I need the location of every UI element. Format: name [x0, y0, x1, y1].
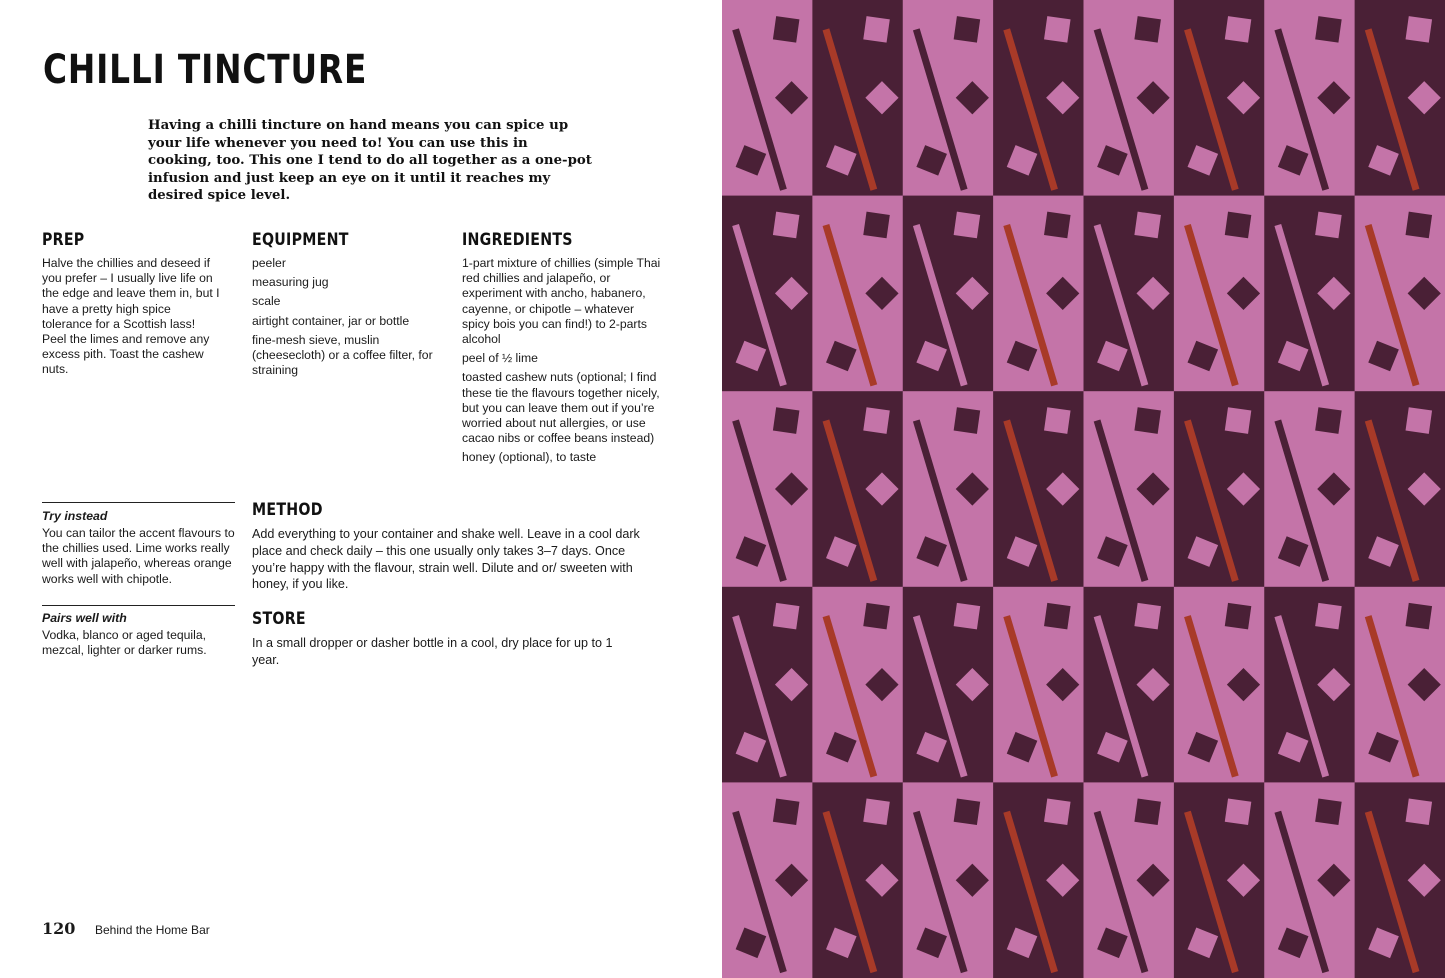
pairs-well-rule — [42, 605, 235, 606]
pattern-square — [1225, 798, 1252, 825]
pattern-square — [1134, 407, 1161, 434]
pattern-square — [954, 16, 981, 43]
page-title: CHILLI TINCTURE — [43, 47, 368, 93]
equipment-item: airtight container, jar or bottle — [252, 313, 410, 328]
running-head: Behind the Home Bar — [95, 923, 210, 937]
store-text: In a small dropper or dasher bottle in a cool, dry place for up to 1 year. — [252, 636, 613, 667]
pattern-square — [954, 798, 981, 825]
pattern-square — [1225, 212, 1252, 239]
pattern-square — [773, 798, 800, 825]
equipment-item: measuring jug — [252, 275, 329, 290]
pattern-square — [1044, 407, 1071, 434]
pattern-square — [863, 407, 890, 434]
pattern-square — [863, 16, 890, 43]
try-instead-text: You can tailor the accent flavours to the chillies used. Lime works really well with jalapeño, whereas orange works well with chipotle. — [42, 526, 235, 586]
pattern-square — [1134, 16, 1161, 43]
try-instead-heading: Try instead — [42, 509, 108, 523]
pattern-square — [954, 407, 981, 434]
pattern-square — [954, 603, 981, 630]
pattern-square — [1315, 212, 1342, 239]
pattern-square — [863, 798, 890, 825]
equipment-heading: EQUIPMENT — [252, 230, 349, 249]
pattern-square — [954, 212, 981, 239]
pattern-square — [863, 603, 890, 630]
pattern-square — [1406, 798, 1433, 825]
ingredient-item: 1-part mixture of chillies (simple Thai red chillies and jalapeño, or experiment with ancho, habanero, cayenne, or chipotle – whatever spicy bois you can find!) to 2-parts alcohol — [462, 256, 661, 347]
prep-text: Halve the chillies and deseed if you prefer – I usually live life on the edge and leave them in, but I have a pretty high spice tolerance for a Scottish lass! Peel the limes and remove any excess pith. Toast the cashew nuts. — [42, 256, 220, 377]
method-heading: METHOD — [252, 500, 323, 519]
pattern-square — [1044, 603, 1071, 630]
pattern-square — [1134, 603, 1161, 630]
pattern-square — [773, 16, 800, 43]
pattern-square — [773, 407, 800, 434]
equipment-item: fine-mesh sieve, muslin (cheesecloth) or a coffee filter, for straining — [252, 332, 433, 378]
pattern-square — [1225, 407, 1252, 434]
try-instead-rule — [42, 502, 235, 503]
pattern-illustration — [722, 0, 1445, 978]
pattern-square — [773, 603, 800, 630]
page-number: 120 — [42, 919, 76, 938]
pattern-square — [1134, 798, 1161, 825]
pattern-square — [1406, 16, 1433, 43]
pattern-square — [1315, 16, 1342, 43]
pattern-square — [1406, 212, 1433, 239]
pattern-square — [1134, 212, 1161, 239]
pattern-square — [773, 212, 800, 239]
pattern-square — [1315, 798, 1342, 825]
ingredients-heading: INGREDIENTS — [462, 230, 573, 249]
equipment-list — [252, 256, 437, 382]
pattern-square — [1406, 603, 1433, 630]
pattern-square — [1315, 603, 1342, 630]
equipment-item: peeler — [252, 256, 286, 270]
left-page — [0, 0, 722, 978]
pattern-square — [1044, 16, 1071, 43]
pairs-well-heading: Pairs well with — [42, 611, 127, 625]
pattern-square — [1044, 798, 1071, 825]
ingredient-item: honey (optional), to taste — [462, 450, 597, 465]
pattern-square — [1406, 407, 1433, 434]
pattern-square — [1044, 212, 1071, 239]
pattern-square — [1315, 407, 1342, 434]
ingredients-list — [462, 256, 662, 470]
store-heading: STORE — [252, 609, 306, 628]
prep-heading: PREP — [42, 230, 85, 249]
method-text: Add everything to your container and shake well. Leave in a cool dark place and check daily – this one usually only takes 3–7 days. Once you’re happy with the flavour, strain well. Dilute and or/ sweeten with honey, if you like. — [252, 527, 640, 592]
intro-paragraph: Having a chilli tincture on hand means you can spice up your life whenever you need to! You can use this in cooking, too. This one I tend to do all together as a one-pot infusion and just keep an eye on it until it reaches my desired spice level. — [148, 118, 592, 203]
pattern-square — [863, 212, 890, 239]
pairs-well-text: Vodka, blanco or aged tequila, mezcal, lighter or darker rums. — [42, 628, 207, 658]
pattern-square — [1225, 16, 1252, 43]
ingredient-item: toasted cashew nuts (optional; I find these tie the flavours together nicely, but you can leave them out if you’re worried about nut allergies, or use cacao nibs or coffee beans instead) — [462, 370, 660, 446]
geometric-pattern — [722, 0, 1445, 978]
equipment-item: scale — [252, 294, 281, 309]
pattern-square — [1225, 603, 1252, 630]
ingredient-item: peel of ½ lime — [462, 351, 538, 366]
